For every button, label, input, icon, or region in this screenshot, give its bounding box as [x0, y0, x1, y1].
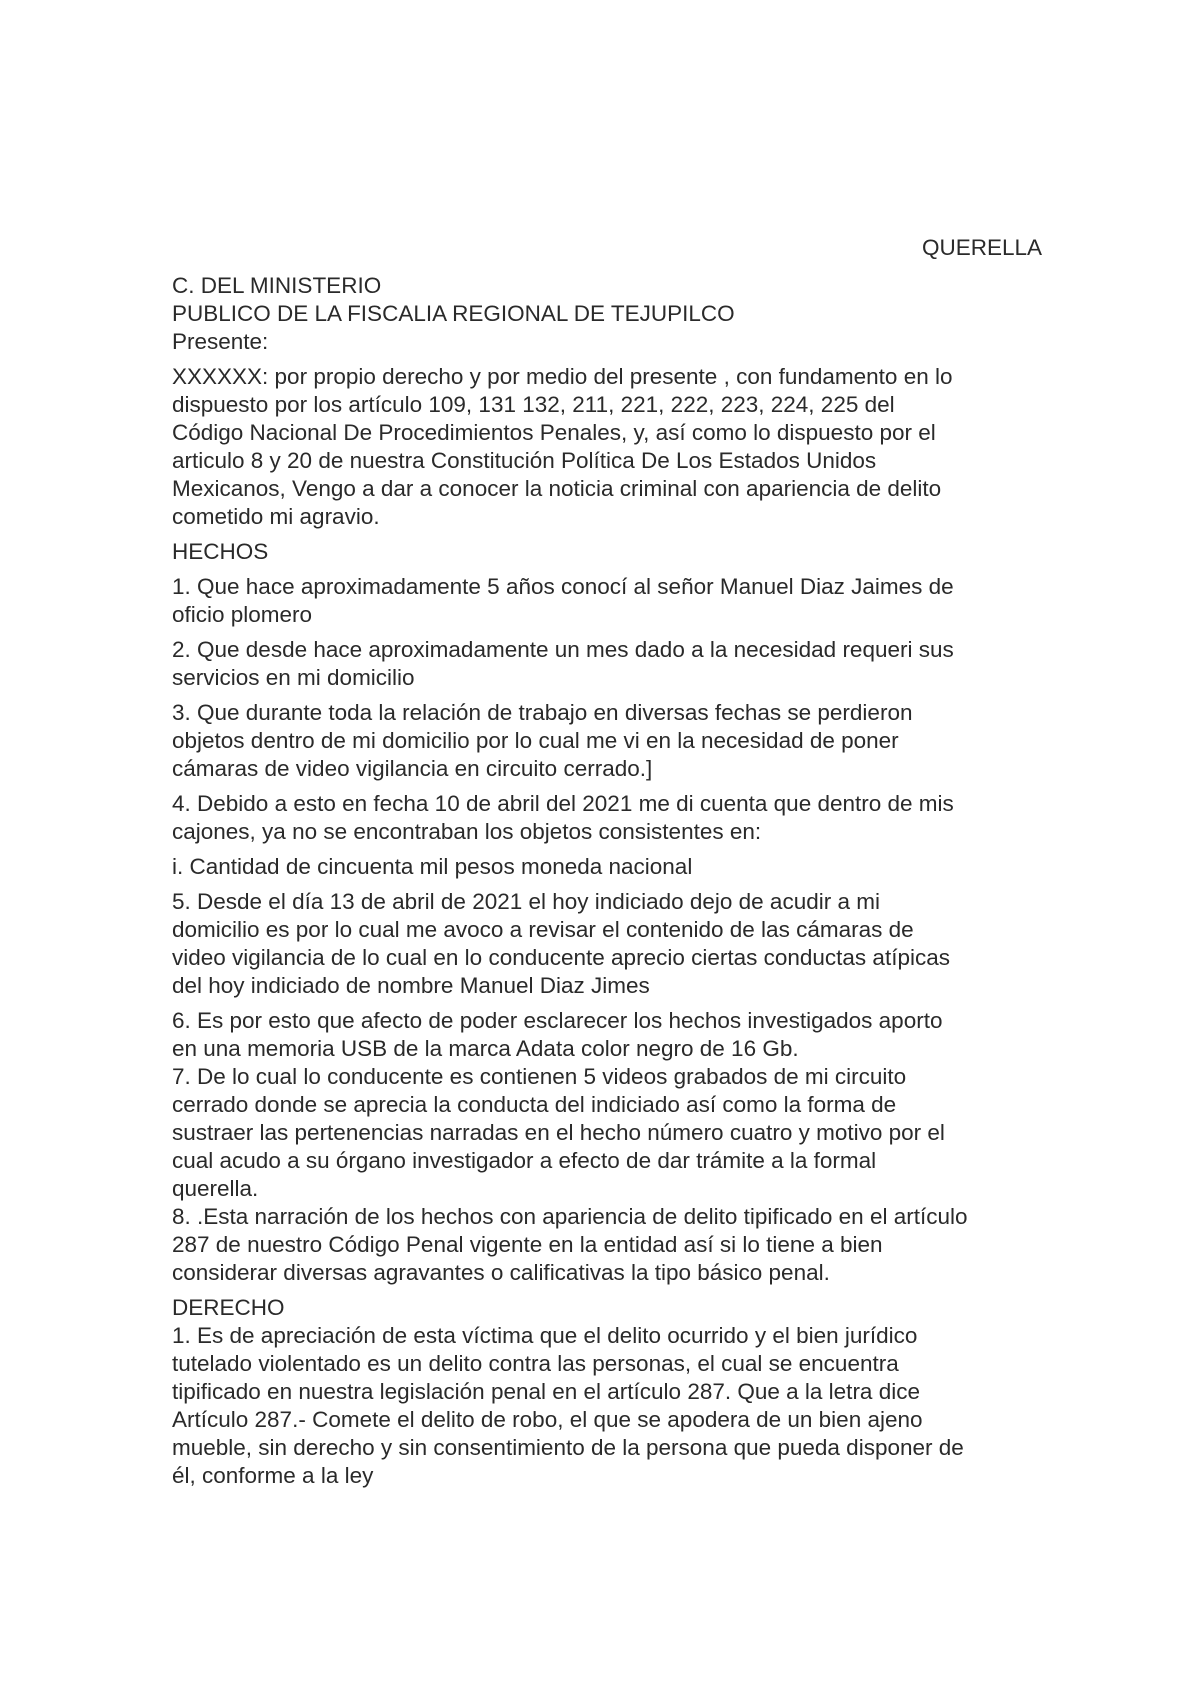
hecho-line: video vigilancia de lo cual en lo conducente aprecio ciertas conductas atípicas: [172, 945, 950, 970]
addressee-line: C. DEL MINISTERIO: [172, 273, 382, 298]
hecho-line: 7. De lo cual lo conducente es contienen 5 videos grabados de mi circuito: [172, 1064, 907, 1089]
hecho-line: 3. Que durante toda la relación de trabajo en diversas fechas se perdieron: [172, 700, 913, 725]
hecho-line: sustraer las pertenencias narradas en el hecho número cuatro y motivo por el: [172, 1120, 945, 1145]
derecho-line: tipificado en nuestra legislación penal en el artículo 287. Que a la letra dice: [172, 1379, 920, 1404]
derecho-line: 1. Es de apreciación de esta víctima que el delito ocurrido y el bien jurídico: [172, 1323, 918, 1348]
intro-line: cometido mi agravio.: [172, 504, 380, 529]
intro-line: Código Nacional De Procedimientos Penales, y, así como lo dispuesto por el: [172, 420, 936, 445]
hecho-line: servicios en mi domicilio: [172, 665, 415, 690]
hecho-paragraph: [172, 888, 1042, 1000]
hecho-paragraph: [172, 853, 1042, 881]
addressee-line: Presente:: [172, 329, 269, 354]
hecho-line: 8. .Esta narración de los hechos con apariencia de delito tipificado en el artículo: [172, 1204, 968, 1229]
hecho-line: considerar diversas agravantes o calificativas la tipo básico penal.: [172, 1260, 830, 1285]
addressee-block: [172, 272, 1042, 356]
intro-line: articulo 8 y 20 de nuestra Constitución Política De Los Estados Unidos: [172, 448, 877, 473]
intro-line: dispuesto por los artículo 109, 131 132, 211, 221, 222, 223, 224, 225 del: [172, 392, 895, 417]
derecho-line: mueble, sin derecho y sin consentimiento de la persona que pueda disponer de: [172, 1435, 964, 1460]
addressee-line: PUBLICO DE LA FISCALIA REGIONAL DE TEJUPILCO: [172, 301, 735, 326]
hechos-heading: HECHOS: [172, 539, 269, 564]
hecho-line: 287 de nuestro Código Penal vigente en la entidad así si lo tiene a bien: [172, 1232, 883, 1257]
hecho-line: cual acudo a su órgano investigador a efecto de dar trámite a la formal: [172, 1148, 877, 1173]
intro-line: Mexicanos, Vengo a dar a conocer la noticia criminal con apariencia de delito: [172, 476, 942, 501]
hecho-line: 6. Es por esto que afecto de poder esclarecer los hechos investigados aporto: [172, 1008, 943, 1033]
derecho-line: tutelado violentado es un delito contra las personas, el cual se encuentra: [172, 1351, 899, 1376]
hecho-line: cajones, ya no se encontraban los objetos consistentes en:: [172, 819, 762, 844]
derecho-line: Artículo 287.- Comete el delito de robo, el que se apodera de un bien ajeno: [172, 1407, 923, 1432]
hecho-line: i. Cantidad de cincuenta mil pesos moneda nacional: [172, 854, 693, 879]
derecho-line: él, conforme a la ley: [172, 1463, 374, 1488]
hecho-line: 1. Que hace aproximadamente 5 años conocí al señor Manuel Diaz Jaimes de: [172, 574, 954, 599]
hecho-paragraph: [172, 636, 1042, 692]
hecho-line: objetos dentro de mi domicilio por lo cual me vi en la necesidad de poner: [172, 728, 899, 753]
hecho-line: cámaras de video vigilancia en circuito cerrado.]: [172, 756, 653, 781]
hecho-line: 4. Debido a esto en fecha 10 de abril del 2021 me di cuenta que dentro de mis: [172, 791, 954, 816]
hecho-line: querella.: [172, 1176, 259, 1201]
hecho-line: domicilio es por lo cual me avoco a revisar el contenido de las cámaras de: [172, 917, 914, 942]
derecho-heading: DERECHO: [172, 1295, 285, 1320]
document-title: QUERELLA: [921, 235, 1042, 260]
hecho-line: 5. Desde el día 13 de abril de 2021 el hoy indiciado dejo de acudir a mi: [172, 889, 880, 914]
hecho-paragraph: [172, 790, 1042, 846]
hecho-line: en una memoria USB de la marca Adata color negro de 16 Gb.: [172, 1036, 799, 1061]
intro-paragraph: [172, 363, 1042, 531]
document-body: [172, 234, 1042, 1497]
hecho-paragraph: [172, 573, 1042, 629]
hecho-line: 2. Que desde hace aproximadamente un mes dado a la necesidad requeri sus: [172, 637, 954, 662]
hecho-paragraph: [172, 699, 1042, 783]
derecho-paragraph: [172, 1322, 1042, 1490]
hecho-line: cerrado donde se aprecia la conducta del indiciado así como la forma de: [172, 1092, 897, 1117]
hecho-line: del hoy indiciado de nombre Manuel Diaz Jimes: [172, 973, 650, 998]
intro-line: XXXXXX: por propio derecho y por medio del presente , con fundamento en lo: [172, 364, 953, 389]
hecho-line: oficio plomero: [172, 602, 313, 627]
hecho-paragraph: [172, 1007, 1042, 1287]
